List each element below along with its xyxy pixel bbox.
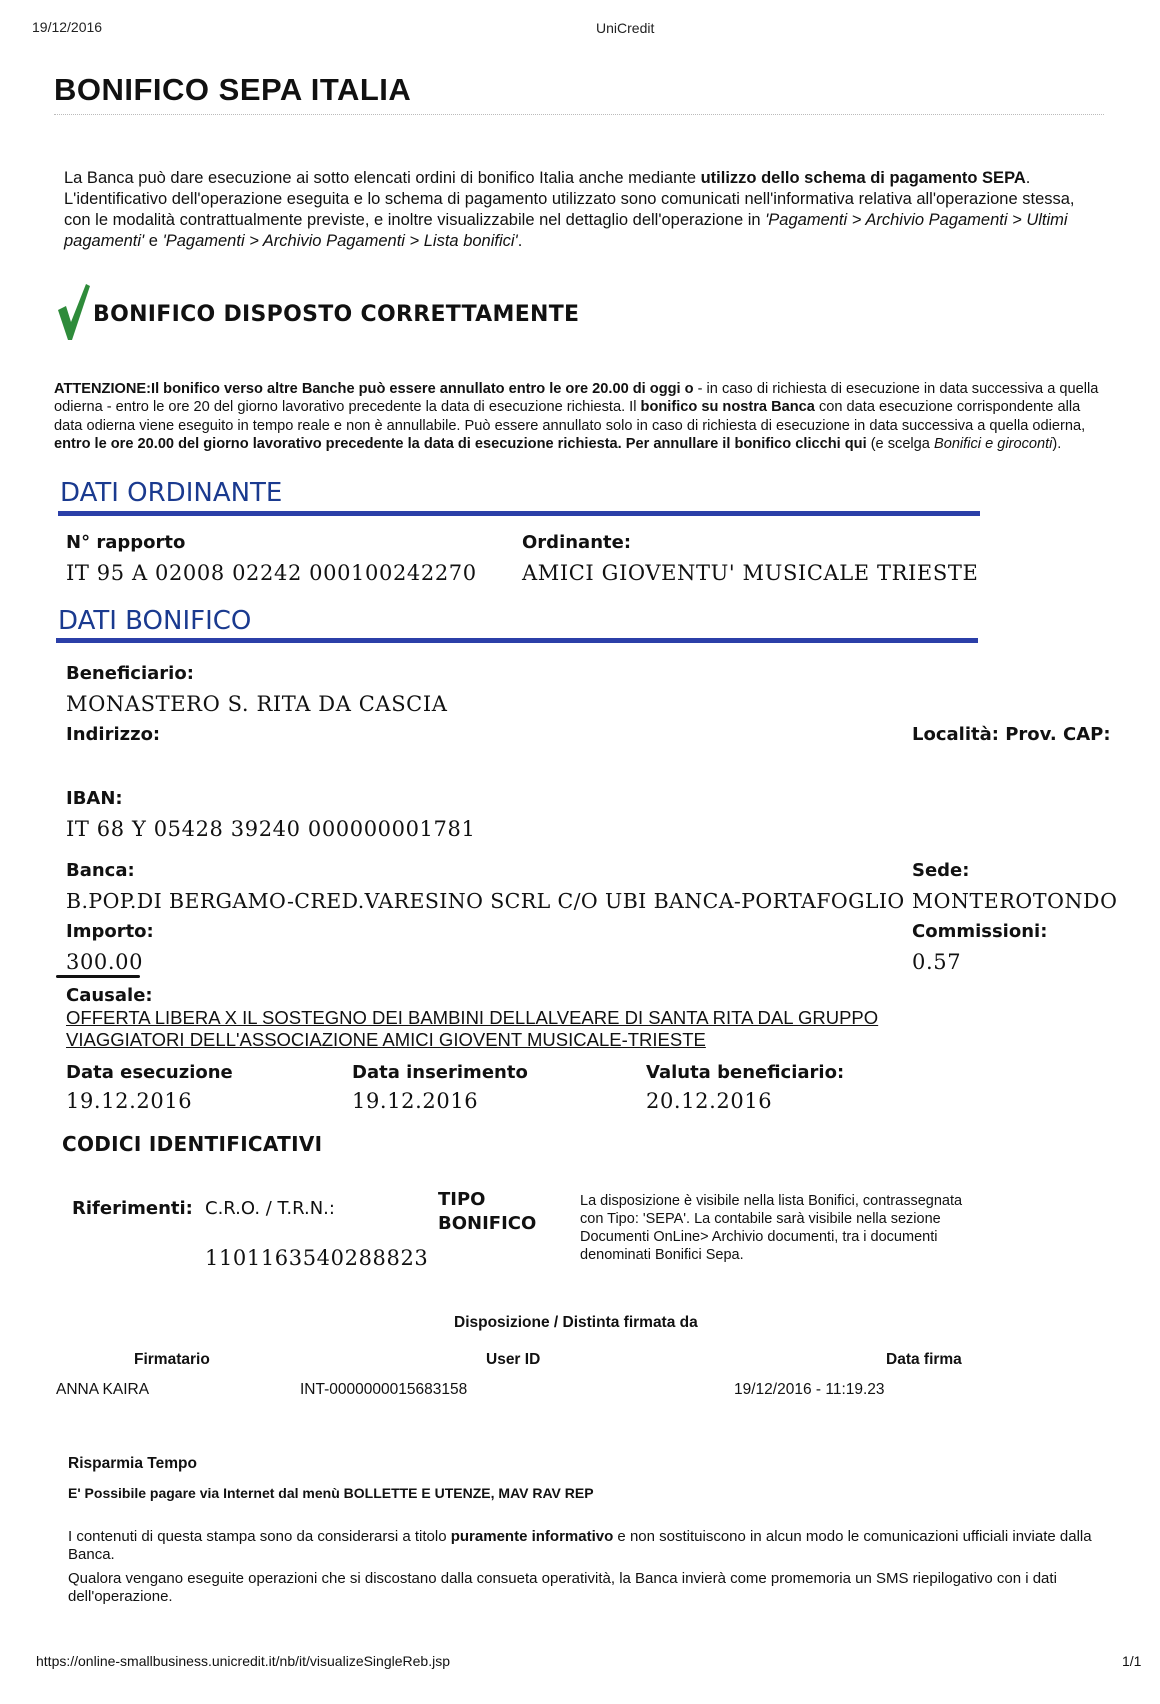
cro-label: C.R.O. / T.R.N.:: [205, 1198, 335, 1219]
sede-value: MONTEROTONDO: [912, 889, 1118, 913]
ordinante-value: AMICI GIOVENTU' MUSICALE TRIESTE: [522, 561, 979, 585]
beneficiario-label: Beneficiario:: [66, 663, 194, 684]
page-title: BONIFICO SEPA ITALIA: [54, 72, 412, 107]
data-inserimento-value: 19.12.2016: [352, 1089, 479, 1113]
risparmia-text: E' Possibile pagare via Internet dal menù BOLLETTE E UTENZE, MAV RAV REP: [68, 1485, 594, 1501]
importo-label: Importo:: [66, 921, 154, 942]
success-message: BONIFICO DISPOSTO CORRETTAMENTE: [93, 302, 580, 327]
localita-label: Località: Prov. CAP:: [912, 724, 1111, 745]
banca-value: B.POP.DI BERGAMO-CRED.VARESINO SCRL C/O UBI BANCA-PORTAFOGLIO: [66, 889, 905, 913]
user-id-header: User ID: [486, 1351, 541, 1368]
cro-value: 1101163540288823: [205, 1246, 429, 1270]
tipo-bonifico-note: La disposizione è visibile nella lista Bonifici, contrassegnata con Tipo: 'SEPA'. La contabile sarà visibile nella sezione Documenti OnLine> Archivio documenti, tra i documenti denominati Bonifici Sepa.: [580, 1193, 963, 1263]
data-esecuzione-label: Data esecuzione: [66, 1062, 233, 1083]
check-icon: [56, 282, 92, 342]
codici-title: CODICI IDENTIFICATIVI: [62, 1132, 323, 1156]
page-number: 1/1: [1122, 1653, 1142, 1669]
iban-label: IBAN:: [66, 788, 123, 809]
valuta-value: 20.12.2016: [646, 1089, 773, 1113]
valuta-label: Valuta beneficiario:: [646, 1062, 845, 1083]
section-title-bonifico: DATI BONIFICO: [58, 606, 252, 636]
data-inserimento-label: Data inserimento: [352, 1062, 528, 1083]
user-id-value: INT-0000000015683158: [300, 1381, 468, 1398]
iban-value: IT 68 Y 05428 39240 000000001781: [66, 817, 476, 841]
attention-notice: ATTENZIONE:Il bonifico verso altre Banche può essere annullato entro le ore 20.00 di oggi o - in caso di richiesta di esecuzione in data successiva a quella odierna - entro le ore 20 del giorno lavorativo precedente la data di esecuzione richiesta. Il bonifico su nostra Banca con data esecuzione corrispondente alla data odierna viene eseguito in tempo reale e non è annullabile. Può essere annullato solo in caso di richiesta di esecuzione in data successiva a quella odierna, entro le ore 20.00 del giorno lavorativo precedente la data di esecuzione richiesta. Per annullare il bonifico clicchi qui (e scelga Bonifici e giroconti).: [54, 381, 1099, 453]
print-date: 19/12/2016: [32, 19, 103, 35]
sede-label: Sede:: [912, 860, 970, 881]
banca-label: Banca:: [66, 860, 135, 881]
bank-name: UniCredit: [596, 20, 655, 36]
data-esecuzione-value: 19.12.2016: [66, 1089, 193, 1113]
commissioni-value: 0.57: [912, 950, 962, 974]
rapporto-value: IT 95 A 02008 02242 000100242270: [66, 561, 477, 585]
beneficiario-value: MONASTERO S. RITA DA CASCIA: [66, 692, 448, 716]
disclaimer-1: I contenuti di questa stampa sono da considerarsi a titolo puramente informativo e non sostituiscono in alcun modo le comunicazioni ufficiali inviate dalla Banca.: [68, 1528, 1092, 1563]
riferimenti-label: Riferimenti:: [72, 1198, 193, 1219]
disclaimer-2: Qualora vengano eseguite operazioni che si discostano dalla consueta operatività, la Banca invierà come promemoria un SMS riepilogativo con i dati dell'operazione.: [68, 1570, 1057, 1605]
causale-value: OFFERTA LIBERA X IL SOSTEGNO DEI BAMBINI DELLALVEARE DI SANTA RITA DAL GRUPPO VIAGGIATORI DELL'ASSOCIAZIONE AMICI GIOVENT MUSICALE-TRIESTE: [66, 1007, 879, 1050]
causale-label: Causale:: [66, 985, 153, 1006]
page-url: https://online-smallbusiness.unicredit.it/nb/it/visualizeSingleReb.jsp: [36, 1653, 450, 1669]
tipo-bonifico-label: TIPO BONIFICO: [438, 1189, 537, 1234]
section-bar-bonifico: [56, 638, 978, 643]
commissioni-label: Commissioni:: [912, 921, 1048, 942]
rapporto-label: N° rapporto: [66, 532, 186, 553]
indirizzo-label: Indirizzo:: [66, 724, 161, 745]
risparmia-title: Risparmia Tempo: [68, 1455, 197, 1472]
firmatario-value: ANNA KAIRA: [56, 1381, 150, 1398]
data-firma-header: Data firma: [886, 1351, 962, 1368]
data-firma-value: 19/12/2016 - 11:19.23: [734, 1381, 885, 1398]
firma-title: Disposizione / Distinta firmata da: [454, 1314, 698, 1331]
section-bar-ordinante: [58, 511, 980, 516]
intro-paragraph: La Banca può dare esecuzione ai sotto elencati ordini di bonifico Italia anche mediante utilizzo dello schema di pagamento SEPA. L'identificativo dell'operazione eseguita e lo schema di pagamento utilizzato sono comunicati nell'informativa relativa all'operazione stessa, con le modalità contrattualmente previste, e inoltre visualizzabile nel dettaglio dell'operazione in 'Pagamenti > Archivio Pagamenti > Ultimi pagamenti' e 'Pagamenti > Archivio Pagamenti > Lista bonifici'.: [64, 169, 1075, 250]
firmatario-header: Firmatario: [134, 1351, 210, 1368]
importo-value: 300.00: [66, 950, 144, 974]
section-title-ordinante: DATI ORDINANTE: [60, 478, 283, 508]
title-divider: [54, 114, 1104, 115]
ordinante-label: Ordinante:: [522, 532, 632, 553]
importo-underline-mark: [56, 975, 140, 978]
